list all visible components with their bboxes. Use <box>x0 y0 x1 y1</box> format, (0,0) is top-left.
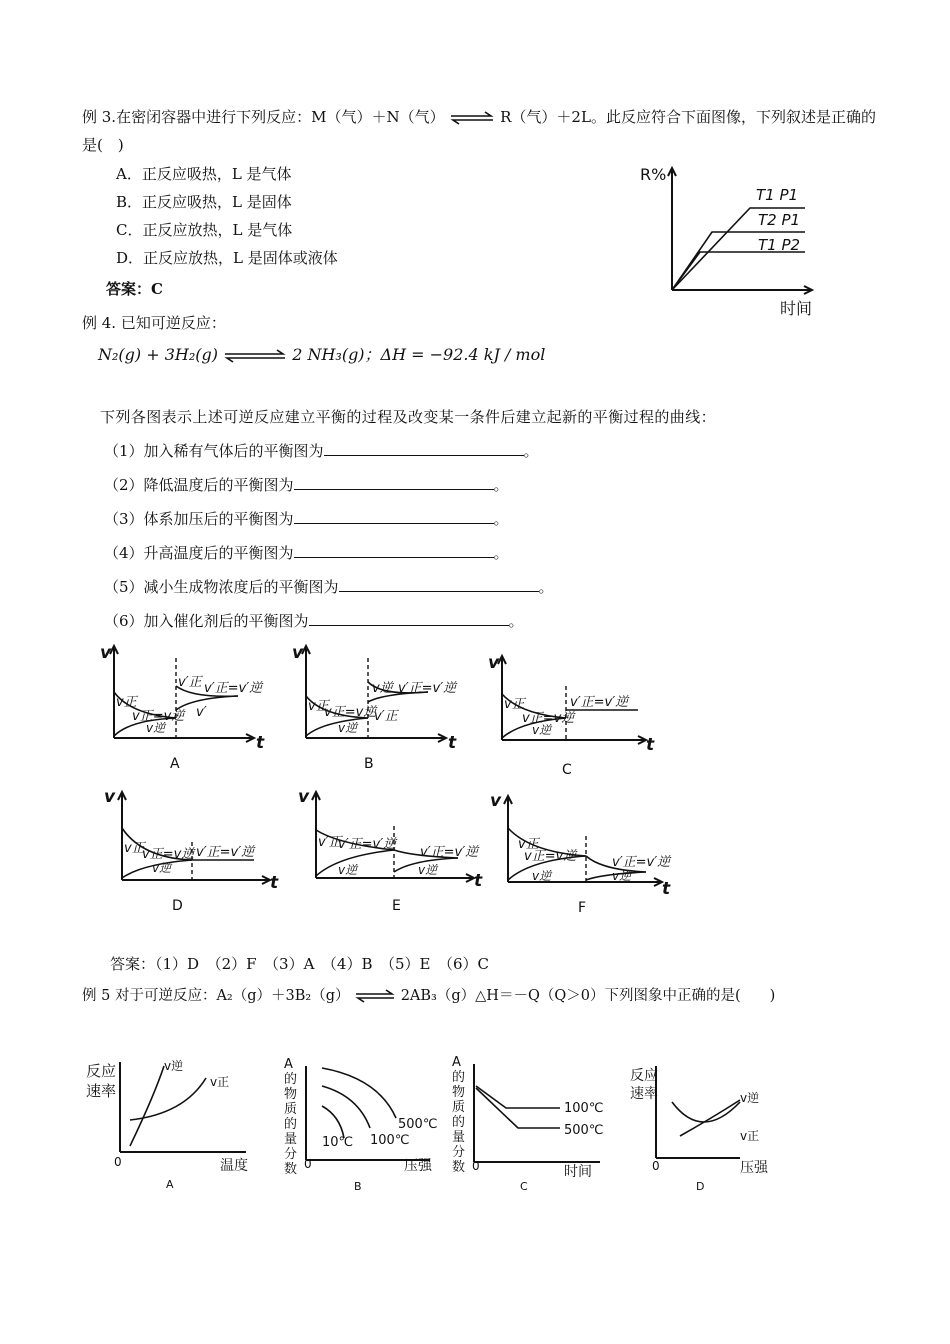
ex3-question-line1 <box>82 107 876 127</box>
ex3-curve-label-2: T2 P1 <box>758 211 801 229</box>
ex3-answer: 答案：C <box>106 280 163 298</box>
label-v-new: v′ <box>196 705 207 720</box>
graph-tag-a: A <box>170 756 180 772</box>
ex5-text-a: 例 5 对于可逆反应：A₂（g）＋3B₂（g） <box>82 988 350 1004</box>
ex4-equation-left: N₂(g) + 3H₂(g) <box>98 345 218 364</box>
ex3-curve-label-1: T1 P1 <box>756 186 799 204</box>
graph-tag-f: F <box>578 900 587 916</box>
ex3-graph <box>630 160 830 320</box>
ex5-d-tag: D <box>696 1180 705 1193</box>
label-eq-new: v′正=v′逆 <box>338 837 397 852</box>
label-eq-new: v′正=v′逆 <box>196 845 255 860</box>
label-v-rev: v逆 <box>146 721 166 735</box>
reversible-arrow-icon <box>449 111 495 125</box>
ex4-answer-blank-1[interactable] <box>324 441 524 456</box>
ex5-b-origin: 0 <box>304 1157 312 1171</box>
label-eq-new: v′正=v′逆 <box>398 681 457 696</box>
ex3-text-b: R（气）＋2L。此反应符合下面图像，下列叙述是正确的 <box>500 108 876 126</box>
graph-tag-c: C <box>562 762 572 778</box>
label-v-rev: v逆 <box>152 861 172 875</box>
ex3-question-line2: 是( ) <box>82 136 124 154</box>
label-eq-initial: v正=v逆 <box>324 705 377 720</box>
label-v-rev: v逆 <box>338 863 358 877</box>
ex4-equation-right: 2 NH₃(g)；ΔH = −92.4 kJ / mol <box>292 345 546 364</box>
ex4-equation <box>98 345 545 365</box>
ex3-option-d: D．正反应放热，L 是固体或液体 <box>116 249 338 267</box>
ex4-question-2 <box>104 475 509 495</box>
ex3-text-a: 例 3.在密闭容器中进行下列反应：M（气）＋N（气） <box>82 108 445 126</box>
label-eq-initial: v正=v逆 <box>524 849 577 864</box>
ex4-question-1-text: （1）加入稀有气体后的平衡图为 <box>104 442 324 460</box>
ex4-answer-blank-6[interactable] <box>309 611 509 626</box>
ex4-answer-blank-2[interactable] <box>294 475 494 490</box>
ex5-c-curve-100: 100℃ <box>564 1101 604 1116</box>
ex5-c-xlabel: 时间 <box>564 1164 592 1180</box>
label-v-rev-new: v逆 <box>612 869 632 883</box>
ex5-graph-b <box>282 1056 452 1196</box>
label-v-fwd: v正 <box>504 697 525 712</box>
label-eq-initial: v正=v逆 <box>522 711 575 726</box>
ex5-d-origin: 0 <box>652 1159 660 1173</box>
ex4-end-mark: 。 <box>523 442 539 460</box>
ex5-a-ylabel: 反应速率 <box>86 1062 117 1100</box>
reversible-arrow-icon <box>354 989 396 1003</box>
ex5-a-v-fwd: v正 <box>210 1075 230 1089</box>
label-v-fwd-new: v′正 <box>178 675 202 690</box>
axis-v-label: v <box>488 653 500 673</box>
ex4-answer-blank-4[interactable] <box>294 543 494 558</box>
ex5-d-v-rev: v逆 <box>740 1091 760 1105</box>
label-v-fwd: v正 <box>116 695 137 710</box>
label-v-rev-new: v逆 <box>372 681 393 696</box>
ex5-d-xlabel: 压强 <box>740 1160 768 1176</box>
axis-t-label: t <box>270 873 279 893</box>
ex4-end-mark: 。 <box>493 510 509 528</box>
ex4-graph-c <box>488 650 658 782</box>
ex4-end-mark: 。 <box>493 544 509 562</box>
reversible-arrow-icon <box>223 349 287 363</box>
ex5-b-tag: B <box>354 1180 362 1193</box>
ex5-text-b: 2AB₃（g）△H＝－Q（Q＞0）下列图象中正确的是( ) <box>400 988 776 1004</box>
label-v-rev: v逆 <box>338 721 358 735</box>
ex4-answer: 答案：（1）D （2）F （3）A （4）B （5）E （6）C <box>110 955 489 973</box>
ex3-curve-label-3: T1 P2 <box>758 236 801 254</box>
label-eq-new: v′正=v′逆 <box>204 681 263 696</box>
graph-tag-e: E <box>392 898 401 914</box>
label-eq-initial: v正=v逆 <box>132 709 185 724</box>
ex4-graph-d <box>104 786 284 916</box>
ex4-end-mark: 。 <box>538 578 554 596</box>
ex4-question-3-text: （3）体系加压后的平衡图为 <box>104 510 294 528</box>
label-eq-new: v′正=v′逆 <box>612 855 671 870</box>
ex5-graph-c <box>450 1056 620 1196</box>
ex3-graph-xlabel: 时间 <box>780 299 813 318</box>
ex5-c-origin: 0 <box>472 1159 480 1173</box>
ex4-answer-blank-5[interactable] <box>339 577 539 592</box>
axis-t-label: t <box>646 735 655 755</box>
axis-t-label: t <box>256 733 265 753</box>
ex3-option-a: A．正反应吸热，L 是气体 <box>116 165 292 183</box>
ex4-end-mark: 。 <box>508 612 524 630</box>
label-v-fwd: v正 <box>308 699 329 714</box>
graph-tag-d: D <box>172 898 183 914</box>
ex4-question-3 <box>104 509 509 529</box>
ex5-graph-a <box>84 1056 264 1196</box>
label-v-rev: v逆 <box>532 869 552 883</box>
ex4-graph-a <box>100 640 270 780</box>
ex5-d-v-fwd: v正 <box>740 1129 760 1143</box>
ex4-intro: 下列各图表示上述可逆反应建立平衡的过程及改变某一条件后建立起新的平衡过程的曲线： <box>100 408 717 426</box>
ex3-option-c: C．正反应放热，L 是气体 <box>116 221 293 239</box>
axis-v-label: v <box>298 787 310 807</box>
ex4-question-4 <box>104 543 509 563</box>
axis-v-label: v <box>292 643 304 663</box>
ex4-end-mark: 。 <box>493 476 509 494</box>
ex4-graph-b <box>292 640 462 780</box>
ex5-b-curve-10: 10℃ <box>322 1135 354 1150</box>
ex4-graph-f <box>490 790 680 918</box>
ex5-c-tag: C <box>520 1180 528 1193</box>
ex5-b-curve-100: 100℃ <box>370 1133 410 1148</box>
axis-t-label: t <box>662 879 671 899</box>
ex5-a-v-rev: v逆 <box>164 1059 184 1073</box>
label-v-rev: v逆 <box>532 723 552 737</box>
ex4-question-2-text: （2）降低温度后的平衡图为 <box>104 476 294 494</box>
label-v-fwd-new: v′正 <box>318 835 342 850</box>
label-v-rev-2: v逆 <box>418 863 438 877</box>
ex5-d-ylabel: 反应速率 <box>630 1068 658 1102</box>
ex4-question-1 <box>104 441 539 461</box>
ex5-c-ylabel: A 的物质的量分数 <box>452 1055 466 1175</box>
axis-t-label: t <box>474 871 483 891</box>
ex5-a-tag: A <box>166 1178 174 1191</box>
axis-v-label: v <box>490 791 502 811</box>
label-v-fwd: v正 <box>518 837 539 852</box>
label-eq-initial: v正=v逆 <box>142 847 195 862</box>
ex4-question-6 <box>104 611 524 631</box>
axis-t-label: t <box>448 733 457 753</box>
ex3-option-b: B．正反应吸热，L 是固体 <box>116 193 292 211</box>
ex4-question-5-text: （5）减小生成物浓度后的平衡图为 <box>104 578 339 596</box>
axis-v-label: v <box>100 643 112 663</box>
ex4-question-5 <box>104 577 554 597</box>
ex5-b-ylabel: A 的物质的量分数 <box>284 1057 298 1177</box>
ex4-title: 例 4. 已知可逆反应： <box>82 314 226 332</box>
ex5-a-xlabel: 温度 <box>220 1158 248 1174</box>
ex5-graph-d <box>628 1056 778 1196</box>
ex3-graph-ylabel: R% <box>640 165 667 184</box>
ex4-question-6-text: （6）加入催化剂后的平衡图为 <box>104 612 309 630</box>
label-v-fwd: v正 <box>124 841 145 856</box>
ex4-answer-blank-3[interactable] <box>294 509 494 524</box>
graph-tag-b: B <box>364 756 374 772</box>
ex5-b-curve-500: 500℃ <box>398 1117 438 1132</box>
label-eq-new-2: v′正=v′逆 <box>420 845 479 860</box>
label-eq-new: v′正=v′逆 <box>570 695 629 710</box>
ex5-c-curve-500: 500℃ <box>564 1123 604 1138</box>
ex5-a-origin: 0 <box>114 1155 122 1169</box>
ex5-question <box>82 986 775 1006</box>
ex5-b-xlabel: 压强 <box>404 1158 432 1174</box>
axis-v-label: v <box>104 787 116 807</box>
ex4-question-4-text: （4）升高温度后的平衡图为 <box>104 544 294 562</box>
label-v-fwd-new: v′正 <box>374 709 398 724</box>
ex4-graph-e <box>298 786 488 916</box>
